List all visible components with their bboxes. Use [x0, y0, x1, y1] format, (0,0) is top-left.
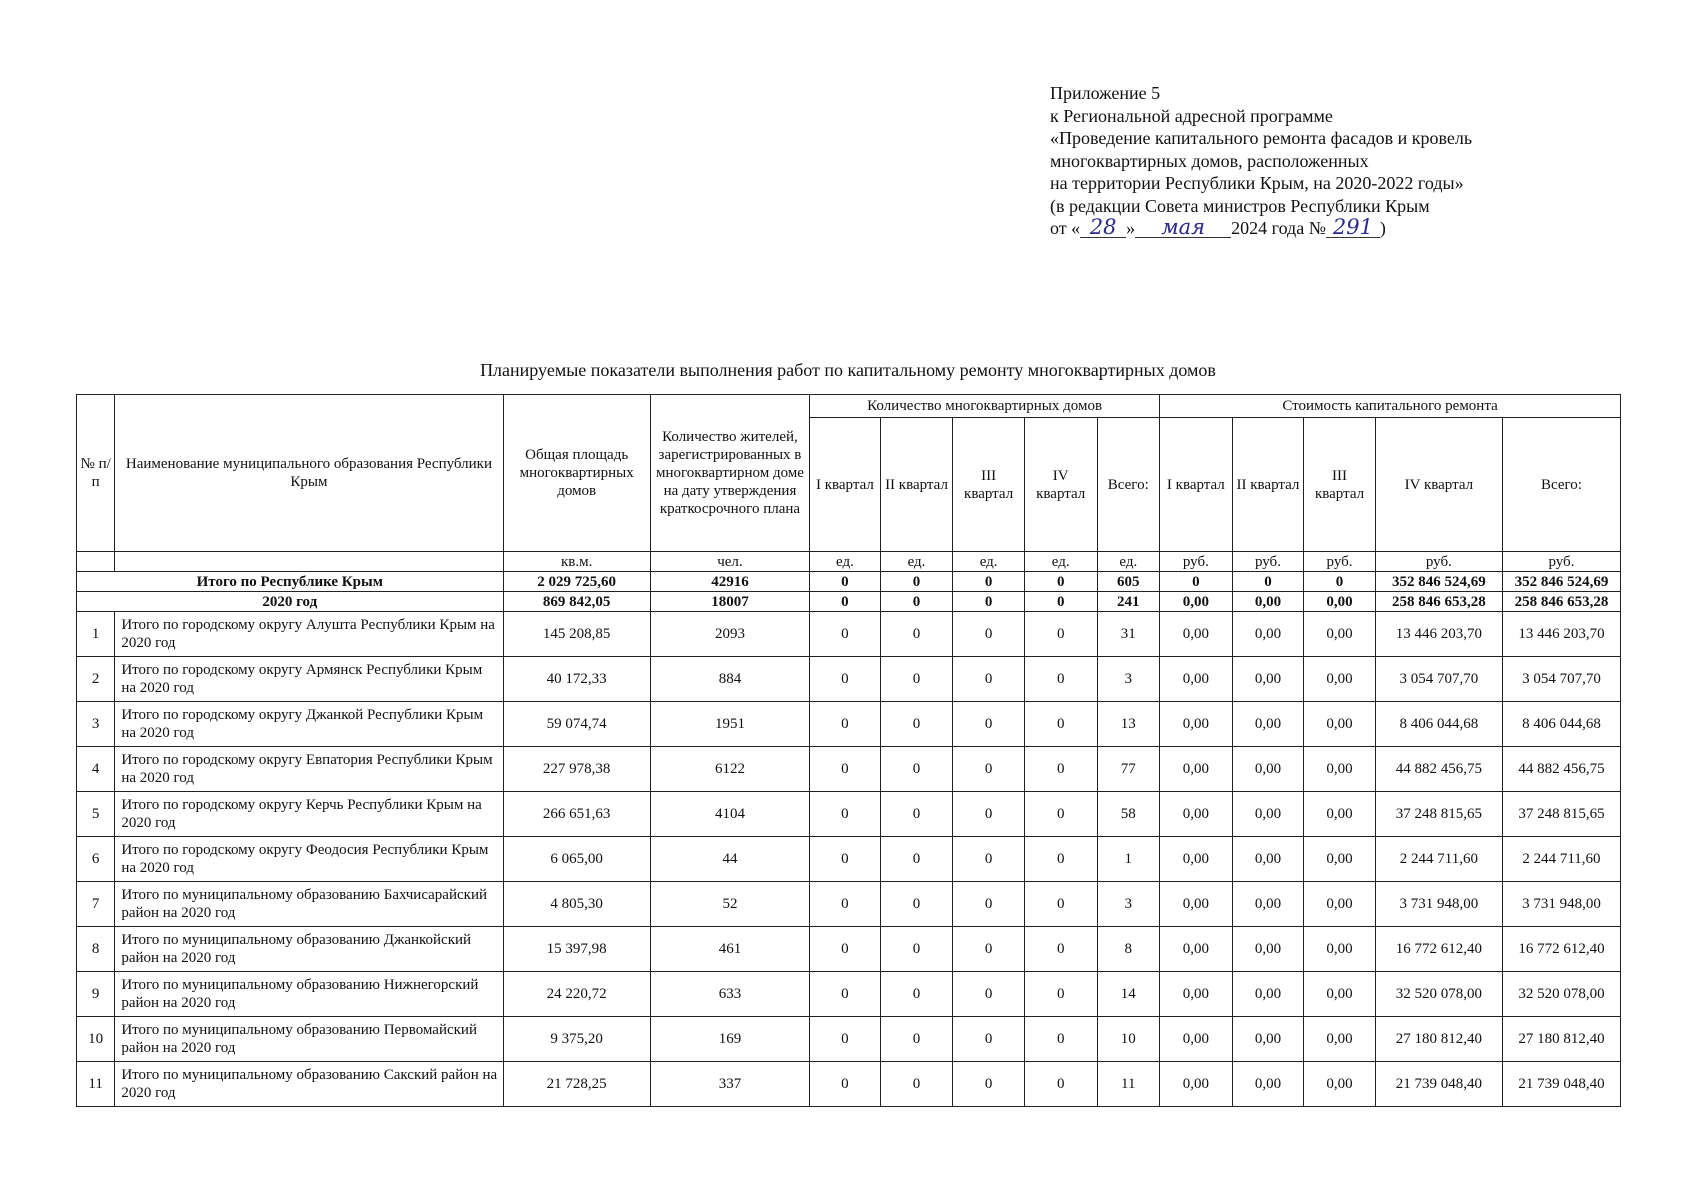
- appendix-block: [1050, 82, 1472, 240]
- cost-q2-cell: 0,00: [1232, 612, 1304, 657]
- cost-total-cell: 21 739 048,40: [1502, 1062, 1620, 1107]
- houses-q1-cell: 0: [810, 747, 881, 792]
- area-cell: 4 805,30: [503, 882, 650, 927]
- houses-q3-cell: 0: [953, 927, 1025, 972]
- cost-q2-cell: 0,00: [1232, 702, 1304, 747]
- table-row: [77, 612, 1621, 657]
- appendix-line: «Проведение капитального ремонта фасадов и кровель: [1050, 128, 1473, 148]
- cost-total-cell: 3 054 707,70: [1502, 657, 1620, 702]
- appendix-line: на территории Республики Крым, на 2020-2022 годы»: [1050, 173, 1464, 193]
- houses-q2-cell: 0: [880, 1017, 953, 1062]
- cost-q3-cell: 0,00: [1304, 657, 1376, 702]
- cost-q2-cell: 0: [1232, 572, 1304, 592]
- municipality-name: Итого по муниципальному образованию Нижнегорский район на 2020 год: [115, 972, 503, 1017]
- cost-q3-cell: 0,00: [1304, 1062, 1376, 1107]
- houses-q3-cell: 0: [953, 882, 1025, 927]
- municipality-name: Итого по муниципальному образованию Сакский район на 2020 год: [115, 1062, 503, 1107]
- houses-total-cell: 241: [1097, 592, 1160, 612]
- row-number: 8: [77, 927, 115, 972]
- unit-residents: чел.: [650, 552, 809, 572]
- cost-q3-cell: 0,00: [1304, 612, 1376, 657]
- table-row: [77, 1062, 1621, 1107]
- cost-q4-cell: 13 446 203,70: [1375, 612, 1502, 657]
- houses-q1-cell: 0: [810, 592, 881, 612]
- houses-q4-cell: 0: [1024, 972, 1097, 1017]
- row-number: 5: [77, 792, 115, 837]
- unit-houses: ед.: [1097, 552, 1160, 572]
- cost-q4-cell: 258 846 653,28: [1375, 592, 1502, 612]
- houses-q3-cell: 0: [953, 657, 1025, 702]
- row-number: 3: [77, 702, 115, 747]
- row-number: 10: [77, 1017, 115, 1062]
- cost-total-cell: 2 244 711,60: [1502, 837, 1620, 882]
- residents-cell: 52: [650, 882, 809, 927]
- houses-total-cell: 10: [1097, 1017, 1160, 1062]
- houses-q4-cell: 0: [1024, 882, 1097, 927]
- cost-q1-cell: 0,00: [1160, 747, 1233, 792]
- unit-houses: ед.: [810, 552, 881, 572]
- houses-q1-cell: 0: [810, 1062, 881, 1107]
- cost-q1-cell: 0,00: [1160, 592, 1233, 612]
- cost-q2-cell: 0,00: [1232, 747, 1304, 792]
- header-name: Наименование муниципального образования Республики Крым: [115, 395, 503, 552]
- date-year: 2024 года №: [1231, 218, 1326, 238]
- cost-q4-cell: 32 520 078,00: [1375, 972, 1502, 1017]
- residents-cell: 6122: [650, 747, 809, 792]
- appendix-line: (в редакции Совета министров Республики Крым: [1050, 195, 1430, 216]
- table-row: [77, 1017, 1621, 1062]
- houses-q4-cell: 0: [1024, 702, 1097, 747]
- data-rows: [77, 612, 1621, 1107]
- houses-q4-cell: 0: [1024, 1017, 1097, 1062]
- cost-q4-cell: 16 772 612,40: [1375, 927, 1502, 972]
- area-cell: 227 978,38: [503, 747, 650, 792]
- area-cell: 40 172,33: [503, 657, 650, 702]
- cost-q2-cell: 0,00: [1232, 927, 1304, 972]
- row-number: 9: [77, 972, 115, 1017]
- table-row: [77, 927, 1621, 972]
- area-cell: 869 842,05: [503, 592, 650, 612]
- appendix-line: многоквартирных домов, расположенных: [1050, 150, 1369, 171]
- houses-q2-cell: 0: [880, 792, 953, 837]
- header-cost-q1: I квартал: [1160, 418, 1233, 552]
- residents-cell: 884: [650, 657, 809, 702]
- houses-total-cell: 605: [1097, 572, 1160, 592]
- cost-q4-cell: 2 244 711,60: [1375, 837, 1502, 882]
- units-row: [77, 552, 1621, 572]
- summary-rows: [77, 572, 1621, 612]
- houses-q2-cell: 0: [880, 837, 953, 882]
- unit-cost: руб.: [1160, 552, 1233, 572]
- houses-q3-cell: 0: [953, 972, 1025, 1017]
- cost-q2-cell: 0,00: [1232, 592, 1304, 612]
- cost-q3-cell: 0,00: [1304, 837, 1376, 882]
- houses-q1-cell: 0: [810, 657, 881, 702]
- municipality-name: Итого по муниципальному образованию Первомайский район на 2020 год: [115, 1017, 503, 1062]
- houses-q4-cell: 0: [1024, 572, 1097, 592]
- houses-q1-cell: 0: [810, 972, 881, 1017]
- header-row-groups: [77, 395, 1621, 418]
- cost-q1-cell: 0,00: [1160, 882, 1233, 927]
- row-number: 1: [77, 612, 115, 657]
- area-cell: 2 029 725,60: [503, 572, 650, 592]
- area-cell: 24 220,72: [503, 972, 650, 1017]
- date-quote: »: [1126, 218, 1136, 238]
- cost-q3-cell: 0,00: [1304, 592, 1376, 612]
- area-cell: 21 728,25: [503, 1062, 650, 1107]
- area-cell: 145 208,85: [503, 612, 650, 657]
- unit-cell-empty: [115, 552, 503, 572]
- summary-row: [77, 572, 1621, 592]
- houses-q2-cell: 0: [880, 572, 953, 592]
- cost-q3-cell: 0,00: [1304, 972, 1376, 1017]
- houses-q3-cell: 0: [953, 572, 1025, 592]
- cost-total-cell: 352 846 524,69: [1502, 572, 1620, 592]
- header-houses-q2: II квартал: [880, 418, 953, 552]
- houses-q3-cell: 0: [953, 592, 1025, 612]
- header-residents: Количество жителей, зарегистрированных в многоквартирном доме на дату утверждения краткосрочного плана: [650, 395, 809, 552]
- header-cost-group: Стоимость капитального ремонта: [1160, 395, 1621, 418]
- cost-total-cell: 32 520 078,00: [1502, 972, 1620, 1017]
- table-row: [77, 657, 1621, 702]
- houses-total-cell: 77: [1097, 747, 1160, 792]
- unit-houses: ед.: [953, 552, 1025, 572]
- houses-q3-cell: 0: [953, 1062, 1025, 1107]
- unit-cost: руб.: [1502, 552, 1620, 572]
- cost-q4-cell: 8 406 044,68: [1375, 702, 1502, 747]
- cost-q1-cell: 0,00: [1160, 927, 1233, 972]
- row-number: 11: [77, 1062, 115, 1107]
- municipality-name: Итого по городскому округу Джанкой Республики Крым на 2020 год: [115, 702, 503, 747]
- header-houses-q3: III квартал: [953, 418, 1025, 552]
- houses-q4-cell: 0: [1024, 612, 1097, 657]
- appendix-date-line: [1050, 217, 1472, 240]
- houses-q4-cell: 0: [1024, 747, 1097, 792]
- cost-q3-cell: 0: [1304, 572, 1376, 592]
- cost-total-cell: 3 731 948,00: [1502, 882, 1620, 927]
- table-row: [77, 972, 1621, 1017]
- houses-q2-cell: 0: [880, 702, 953, 747]
- cost-total-cell: 27 180 812,40: [1502, 1017, 1620, 1062]
- header-cost-q4: IV квартал: [1375, 418, 1502, 552]
- cost-total-cell: 16 772 612,40: [1502, 927, 1620, 972]
- houses-q4-cell: 0: [1024, 657, 1097, 702]
- header-cost-q2: II квартал: [1232, 418, 1304, 552]
- houses-q1-cell: 0: [810, 882, 881, 927]
- houses-q1-cell: 0: [810, 927, 881, 972]
- appendix-line: к Региональной адресной программе: [1050, 105, 1333, 126]
- houses-total-cell: 31: [1097, 612, 1160, 657]
- handwritten-number: 291: [1326, 217, 1380, 238]
- table-row: [77, 882, 1621, 927]
- unit-houses: ед.: [1024, 552, 1097, 572]
- area-cell: 266 651,63: [503, 792, 650, 837]
- cost-q1-cell: 0,00: [1160, 792, 1233, 837]
- header-houses-q1: I квартал: [810, 418, 881, 552]
- row-number: 6: [77, 837, 115, 882]
- area-cell: 6 065,00: [503, 837, 650, 882]
- header-cost-total: Всего:: [1502, 418, 1620, 552]
- summary-row: [77, 592, 1621, 612]
- cost-total-cell: 258 846 653,28: [1502, 592, 1620, 612]
- unit-cell-empty: [77, 552, 115, 572]
- houses-total-cell: 58: [1097, 792, 1160, 837]
- municipality-name: Итого по городскому округу Армянск Республики Крым на 2020 год: [115, 657, 503, 702]
- cost-q1-cell: 0,00: [1160, 1062, 1233, 1107]
- houses-total-cell: 3: [1097, 657, 1160, 702]
- cost-q1-cell: 0: [1160, 572, 1233, 592]
- header-area: Общая площадь многоквартирных домов: [503, 395, 650, 552]
- houses-q3-cell: 0: [953, 612, 1025, 657]
- cost-q3-cell: 0,00: [1304, 1017, 1376, 1062]
- houses-q3-cell: 0: [953, 747, 1025, 792]
- cost-q3-cell: 0,00: [1304, 747, 1376, 792]
- houses-q1-cell: 0: [810, 837, 881, 882]
- date-prefix: от «: [1050, 218, 1081, 238]
- houses-q1-cell: 0: [810, 572, 881, 592]
- area-cell: 15 397,98: [503, 927, 650, 972]
- houses-q1-cell: 0: [810, 792, 881, 837]
- header-houses-total: Всего:: [1097, 418, 1160, 552]
- header-houses-q4: IV квартал: [1024, 418, 1097, 552]
- municipality-name: Итого по городскому округу Феодосия Республики Крым на 2020 год: [115, 837, 503, 882]
- row-number: 4: [77, 747, 115, 792]
- table-row: [77, 837, 1621, 882]
- handwritten-month: мая: [1135, 217, 1231, 238]
- cost-q4-cell: 21 739 048,40: [1375, 1062, 1502, 1107]
- header-cost-q3: III квартал: [1304, 418, 1376, 552]
- table-row: [77, 747, 1621, 792]
- houses-total-cell: 11: [1097, 1062, 1160, 1107]
- handwritten-day: 28: [1080, 217, 1126, 238]
- cost-q1-cell: 0,00: [1160, 972, 1233, 1017]
- cost-total-cell: 13 446 203,70: [1502, 612, 1620, 657]
- cost-q1-cell: 0,00: [1160, 837, 1233, 882]
- cost-q1-cell: 0,00: [1160, 657, 1233, 702]
- row-number: 7: [77, 882, 115, 927]
- houses-total-cell: 3: [1097, 882, 1160, 927]
- cost-q1-cell: 0,00: [1160, 1017, 1233, 1062]
- houses-q2-cell: 0: [880, 747, 953, 792]
- area-cell: 59 074,74: [503, 702, 650, 747]
- residents-cell: 42916: [650, 572, 809, 592]
- residents-cell: 18007: [650, 592, 809, 612]
- cost-q3-cell: 0,00: [1304, 927, 1376, 972]
- cost-q2-cell: 0,00: [1232, 1062, 1304, 1107]
- appendix-line: Приложение 5: [1050, 83, 1161, 103]
- area-cell: 9 375,20: [503, 1017, 650, 1062]
- unit-cost: руб.: [1304, 552, 1376, 572]
- cost-q2-cell: 0,00: [1232, 837, 1304, 882]
- cost-q4-cell: 3 731 948,00: [1375, 882, 1502, 927]
- cost-total-cell: 37 248 815,65: [1502, 792, 1620, 837]
- residents-cell: 337: [650, 1062, 809, 1107]
- cost-q2-cell: 0,00: [1232, 972, 1304, 1017]
- document-title: Планируемые показатели выполнения работ по капитальному ремонту многоквартирных домов: [480, 360, 1216, 380]
- cost-q4-cell: 27 180 812,40: [1375, 1017, 1502, 1062]
- table-row: [77, 792, 1621, 837]
- houses-total-cell: 8: [1097, 927, 1160, 972]
- unit-cost: руб.: [1232, 552, 1304, 572]
- summary-label: 2020 год: [77, 592, 504, 612]
- cost-q2-cell: 0,00: [1232, 792, 1304, 837]
- cost-q3-cell: 0,00: [1304, 702, 1376, 747]
- summary-label: Итого по Республике Крым: [77, 572, 504, 592]
- houses-q2-cell: 0: [880, 927, 953, 972]
- houses-q1-cell: 0: [810, 1017, 881, 1062]
- houses-q3-cell: 0: [953, 792, 1025, 837]
- houses-q4-cell: 0: [1024, 927, 1097, 972]
- residents-cell: 169: [650, 1017, 809, 1062]
- residents-cell: 44: [650, 837, 809, 882]
- houses-q1-cell: 0: [810, 612, 881, 657]
- cost-q4-cell: 3 054 707,70: [1375, 657, 1502, 702]
- houses-total-cell: 1: [1097, 837, 1160, 882]
- header-num: № п/п: [77, 395, 115, 552]
- municipality-name: Итого по городскому округу Евпатория Республики Крым на 2020 год: [115, 747, 503, 792]
- cost-q1-cell: 0,00: [1160, 612, 1233, 657]
- header-houses-group: Количество многоквартирных домов: [810, 395, 1160, 418]
- cost-total-cell: 44 882 456,75: [1502, 747, 1620, 792]
- residents-cell: 461: [650, 927, 809, 972]
- cost-q2-cell: 0,00: [1232, 1017, 1304, 1062]
- houses-q1-cell: 0: [810, 702, 881, 747]
- residents-cell: 633: [650, 972, 809, 1017]
- municipality-name: Итого по городскому округу Керчь Республики Крым на 2020 год: [115, 792, 503, 837]
- houses-q4-cell: 0: [1024, 792, 1097, 837]
- unit-cost: руб.: [1375, 552, 1502, 572]
- unit-houses: ед.: [880, 552, 953, 572]
- houses-q4-cell: 0: [1024, 592, 1097, 612]
- municipality-name: Итого по муниципальному образованию Бахчисарайский район на 2020 год: [115, 882, 503, 927]
- cost-q4-cell: 44 882 456,75: [1375, 747, 1502, 792]
- cost-q4-cell: 37 248 815,65: [1375, 792, 1502, 837]
- houses-q2-cell: 0: [880, 592, 953, 612]
- cost-total-cell: 8 406 044,68: [1502, 702, 1620, 747]
- cost-q4-cell: 352 846 524,69: [1375, 572, 1502, 592]
- houses-q4-cell: 0: [1024, 1062, 1097, 1107]
- houses-total-cell: 13: [1097, 702, 1160, 747]
- date-suffix: ): [1379, 218, 1386, 238]
- houses-q2-cell: 0: [880, 612, 953, 657]
- municipality-name: Итого по муниципальному образованию Джанкойский район на 2020 год: [115, 927, 503, 972]
- houses-q2-cell: 0: [880, 972, 953, 1017]
- unit-area: кв.м.: [503, 552, 650, 572]
- municipality-name: Итого по городскому округу Алушта Республики Крым на 2020 год: [115, 612, 503, 657]
- row-number: 2: [77, 657, 115, 702]
- houses-q4-cell: 0: [1024, 837, 1097, 882]
- houses-q2-cell: 0: [880, 657, 953, 702]
- table-row: [77, 702, 1621, 747]
- residents-cell: 2093: [650, 612, 809, 657]
- residents-cell: 4104: [650, 792, 809, 837]
- houses-q3-cell: 0: [953, 837, 1025, 882]
- houses-q2-cell: 0: [880, 1062, 953, 1107]
- cost-q3-cell: 0,00: [1304, 882, 1376, 927]
- residents-cell: 1951: [650, 702, 809, 747]
- houses-total-cell: 14: [1097, 972, 1160, 1017]
- indicators-table: [76, 394, 1621, 1107]
- cost-q1-cell: 0,00: [1160, 702, 1233, 747]
- cost-q2-cell: 0,00: [1232, 657, 1304, 702]
- cost-q3-cell: 0,00: [1304, 792, 1376, 837]
- cost-q2-cell: 0,00: [1232, 882, 1304, 927]
- houses-q2-cell: 0: [880, 882, 953, 927]
- houses-q3-cell: 0: [953, 702, 1025, 747]
- houses-q3-cell: 0: [953, 1017, 1025, 1062]
